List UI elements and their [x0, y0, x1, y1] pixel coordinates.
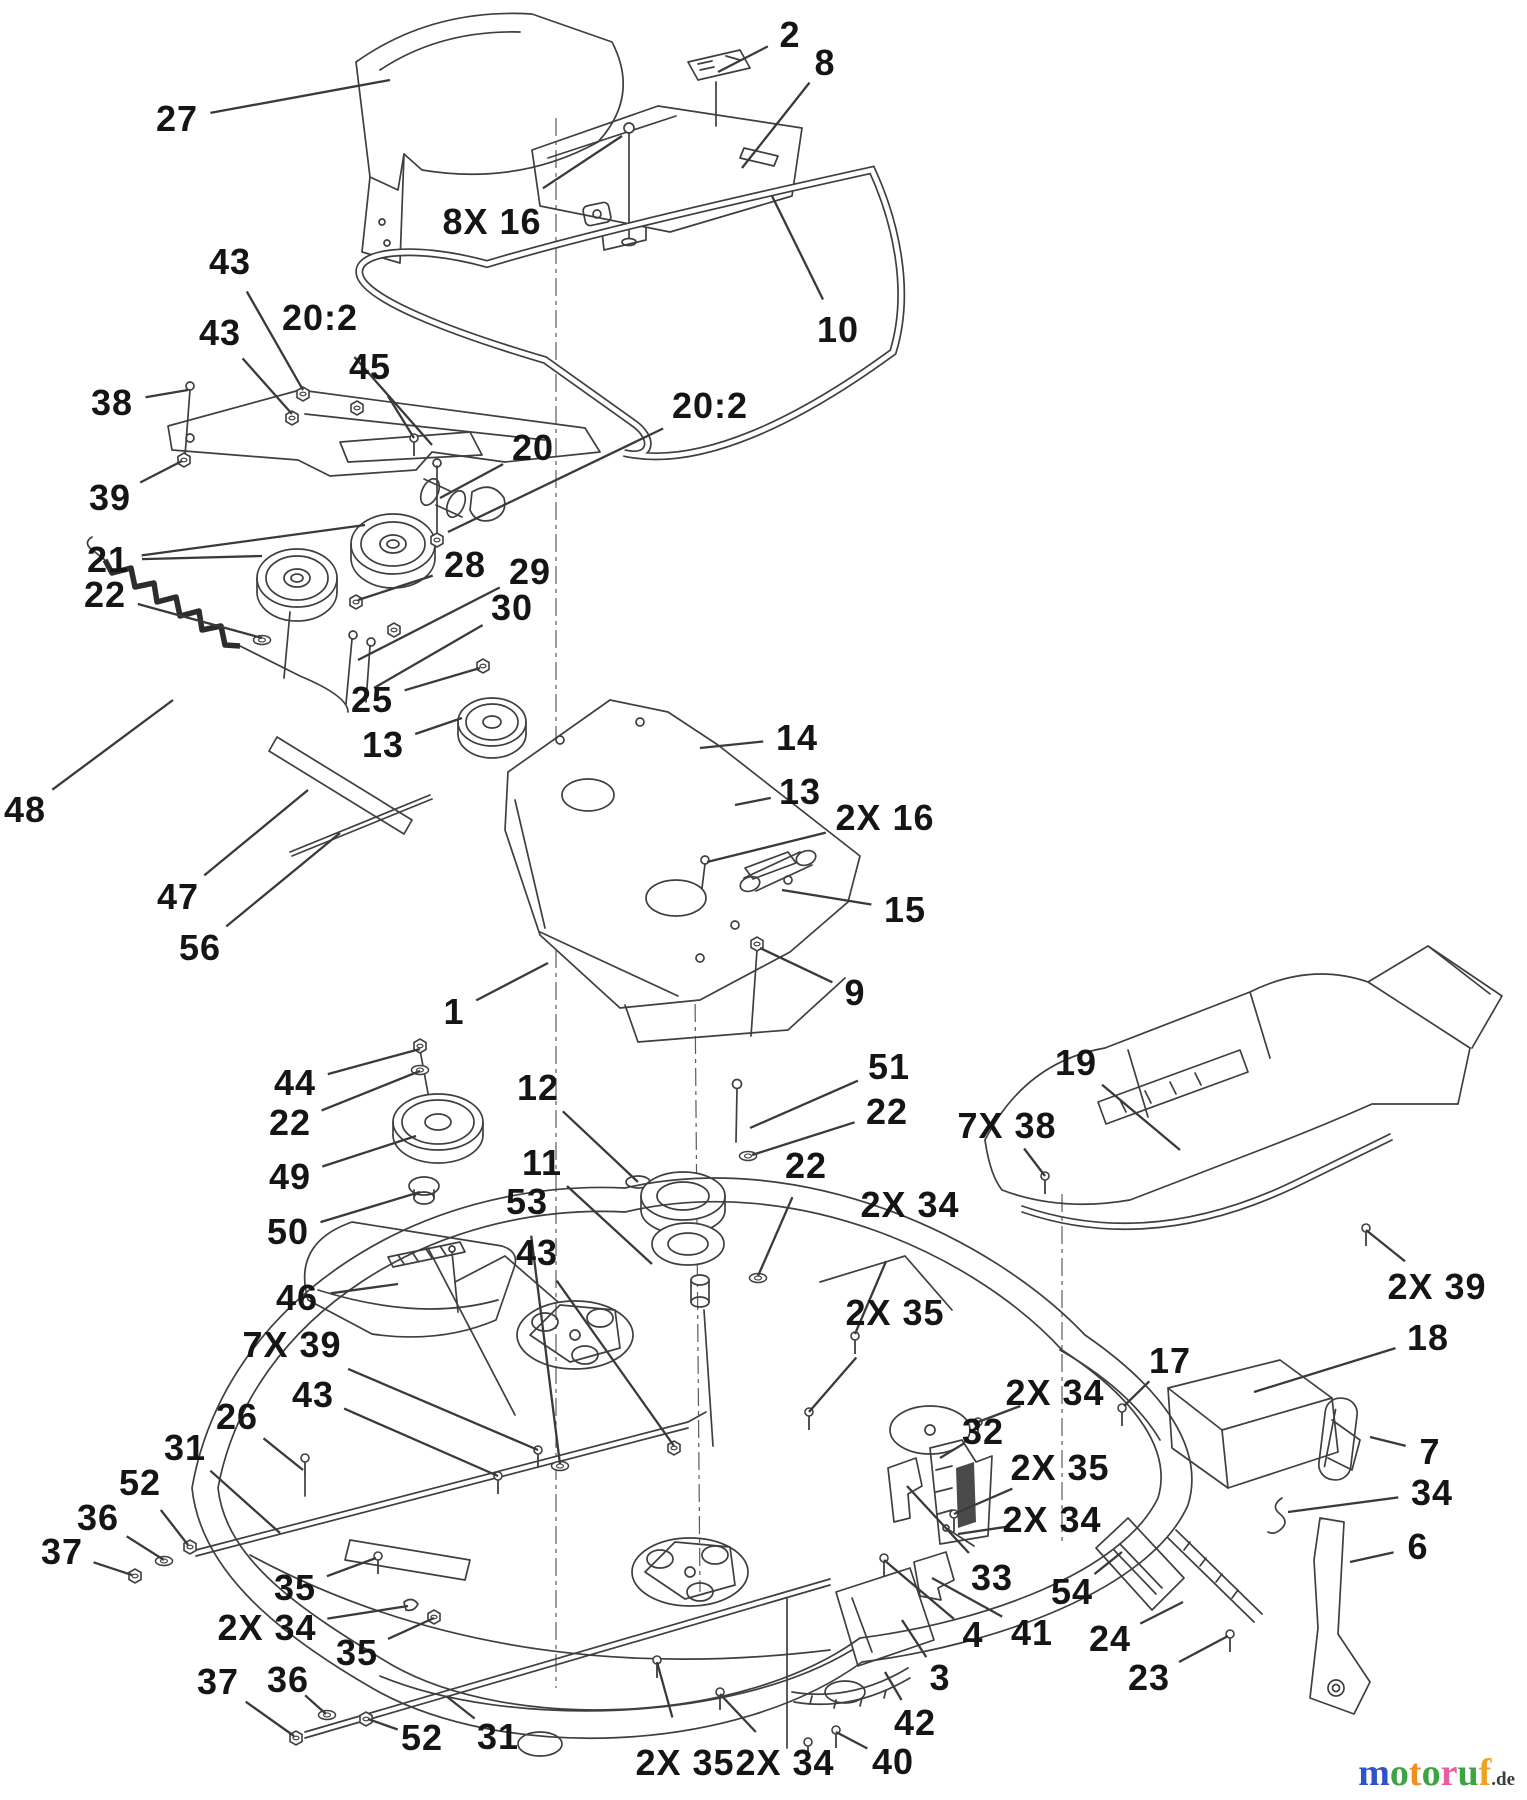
callout-8: 8 — [814, 42, 836, 83]
callout-30: 30 — [490, 587, 534, 628]
callout-20: 20 — [511, 427, 555, 468]
leader-line — [243, 358, 292, 414]
callout-36: 36 — [76, 1497, 120, 1538]
callout-36: 36 — [266, 1659, 310, 1700]
callout-42: 42 — [893, 1702, 937, 1743]
leader-line — [348, 1369, 538, 1450]
leader-line — [146, 390, 189, 397]
callout-23: 23 — [1127, 1657, 1171, 1698]
callout-11: 11 — [521, 1142, 563, 1183]
leader-line — [1124, 1381, 1149, 1406]
callout-20-2: 20:2 — [671, 385, 749, 426]
leader-line — [718, 46, 768, 72]
callout-2X-34: 2X 34 — [1005, 1372, 1105, 1413]
leader-line — [940, 1444, 964, 1458]
leader-line — [52, 700, 173, 790]
callout-6: 6 — [1407, 1526, 1429, 1567]
callout-21: 21 — [86, 539, 130, 580]
callout-2X-34: 2X 34 — [217, 1607, 317, 1648]
callout-28: 28 — [443, 544, 487, 585]
leader-line — [1366, 1230, 1405, 1261]
idler-pulleys-part21 — [257, 514, 435, 704]
callout-54: 54 — [1050, 1571, 1094, 1612]
callout-41: 41 — [1010, 1612, 1054, 1653]
leader-line — [567, 1186, 652, 1264]
callout-17: 17 — [1148, 1340, 1192, 1381]
leader-line — [563, 1111, 638, 1182]
callout-2X-35: 2X 35 — [1010, 1447, 1110, 1488]
callout-26: 26 — [215, 1396, 259, 1437]
leader-line — [543, 136, 622, 188]
leader-line — [358, 576, 433, 600]
callout-2: 2 — [779, 14, 801, 55]
leader-line — [405, 668, 480, 690]
logo-letter: u — [1457, 1752, 1479, 1794]
leader-line — [758, 1197, 792, 1276]
leader-line — [1350, 1552, 1394, 1562]
motoruf-logo-letters — [1358, 1752, 1492, 1794]
leader-line — [328, 1049, 420, 1074]
leader-line — [657, 1662, 672, 1718]
callout-25: 25 — [350, 679, 394, 720]
leader-line — [884, 1560, 954, 1619]
leader-line — [415, 718, 462, 734]
spindle-assembly-part11-12-53 — [626, 1172, 725, 1446]
leader-line — [750, 1081, 858, 1128]
leader-line — [358, 588, 500, 661]
callout-46: 46 — [275, 1277, 319, 1318]
callout-7X-39: 7X 39 — [242, 1324, 342, 1365]
leader-line — [1288, 1497, 1398, 1512]
callout-51: 51 — [867, 1046, 911, 1087]
logo-letter: f — [1478, 1752, 1492, 1794]
callout-33: 33 — [970, 1557, 1014, 1598]
callout-48: 48 — [3, 789, 47, 830]
callout-35: 35 — [273, 1567, 317, 1608]
leader-line — [204, 790, 308, 875]
leader-line — [836, 1732, 867, 1749]
callout-35: 35 — [335, 1632, 379, 1673]
leader-line — [368, 1719, 398, 1730]
leader-line — [264, 1438, 304, 1470]
leader-line — [1024, 1149, 1045, 1177]
callout-22: 22 — [83, 574, 127, 615]
callout-22: 22 — [865, 1091, 909, 1132]
logo-letter: t — [1408, 1752, 1422, 1794]
callout-22: 22 — [784, 1145, 828, 1186]
callout-56: 56 — [178, 927, 222, 968]
brake-bar-part47 — [269, 737, 432, 856]
motoruf-logo — [1358, 1754, 1515, 1792]
leader-line — [1370, 1437, 1406, 1446]
callout-7X-38: 7X 38 — [957, 1105, 1057, 1146]
callout-31: 31 — [163, 1427, 207, 1468]
leader-line — [720, 1694, 756, 1732]
support-box-part18 — [1168, 1360, 1360, 1488]
leader-line — [760, 948, 832, 982]
callout-4: 4 — [962, 1614, 984, 1655]
cover-plate-part46 — [305, 1222, 516, 1337]
leader-line — [142, 525, 365, 555]
bolt-part51 — [733, 1080, 742, 1143]
callout-24: 24 — [1088, 1618, 1132, 1659]
callout-2X-34: 2X 34 — [1002, 1499, 1102, 1540]
callout-43: 43 — [291, 1374, 335, 1415]
callout-50: 50 — [266, 1211, 310, 1252]
callout-20-2: 20:2 — [281, 297, 359, 338]
motoruf-logo-suffix: .de — [1491, 1769, 1515, 1790]
callout-32: 32 — [961, 1411, 1005, 1452]
callout-2X-39: 2X 39 — [1387, 1266, 1487, 1307]
callout-49: 49 — [268, 1156, 312, 1197]
height-lever-part6-7-34 — [1268, 1396, 1370, 1714]
logo-letter: r — [1440, 1752, 1458, 1794]
leader-line — [1254, 1348, 1396, 1392]
leader-line — [557, 1281, 674, 1446]
callout-2X-34: 2X 34 — [860, 1184, 960, 1225]
callout-52: 52 — [118, 1462, 162, 1503]
leader-line — [94, 1562, 133, 1575]
callout-40: 40 — [871, 1741, 915, 1782]
leader-line — [344, 1409, 498, 1476]
callout-43: 43 — [208, 241, 252, 282]
leader-line — [388, 396, 414, 438]
callout-22: 22 — [268, 1102, 312, 1143]
callout-31: 31 — [476, 1716, 520, 1757]
belt-cover-part8 — [532, 106, 802, 250]
leader-line — [1095, 1552, 1123, 1574]
callout-13: 13 — [361, 724, 405, 765]
leader-line — [142, 556, 262, 559]
callout-3: 3 — [929, 1657, 951, 1698]
bracket-part54-rod-part24 — [1096, 1518, 1262, 1622]
callout-37: 37 — [196, 1661, 240, 1702]
callout-2X-35: 2X 35 — [845, 1292, 945, 1333]
leader-line — [161, 1510, 188, 1545]
leader-line — [226, 833, 340, 926]
leader-line — [902, 1620, 926, 1657]
discharge-chute-part19 — [985, 946, 1502, 1229]
callout-2X-35: 2X 35 — [635, 1742, 735, 1783]
callout-13: 13 — [778, 771, 822, 812]
callout-10: 10 — [816, 309, 860, 350]
pulley-part13-left — [458, 698, 526, 758]
callout-15: 15 — [883, 889, 927, 930]
callout-43: 43 — [515, 1232, 559, 1273]
logo-letter: o — [1389, 1752, 1409, 1794]
callout-38: 38 — [90, 382, 134, 423]
callout-44: 44 — [273, 1062, 317, 1103]
bracket-part32 — [930, 1440, 992, 1544]
callout-12: 12 — [516, 1067, 560, 1108]
leader-line — [127, 1536, 164, 1560]
leader-line — [809, 1358, 856, 1413]
callout-9: 9 — [844, 972, 866, 1013]
logo-letter: o — [1421, 1752, 1441, 1794]
idler-pulley-part49-stack — [393, 1050, 483, 1204]
callout-29: 29 — [508, 551, 552, 592]
callout-2X-34: 2X 34 — [735, 1742, 835, 1783]
callout-19: 19 — [1054, 1042, 1098, 1083]
leader-line — [1179, 1636, 1228, 1662]
callout-8X-16: 8X 16 — [442, 201, 542, 242]
callout-7: 7 — [1419, 1431, 1441, 1472]
leader-line — [321, 1192, 421, 1222]
callout-43: 43 — [198, 312, 242, 353]
callout-47: 47 — [156, 876, 200, 917]
leader-line — [772, 196, 823, 300]
leader-line — [246, 1702, 294, 1736]
leader-line — [140, 461, 182, 483]
leader-line — [476, 963, 548, 1000]
callout-2X-16: 2X 16 — [835, 797, 935, 838]
callout-14: 14 — [775, 717, 819, 758]
callout-34: 34 — [1410, 1472, 1454, 1513]
leader-line — [210, 80, 390, 113]
callout-27: 27 — [155, 98, 199, 139]
callout-39: 39 — [88, 477, 132, 518]
callout-53: 53 — [505, 1181, 549, 1222]
callout-52: 52 — [400, 1717, 444, 1758]
callout-1: 1 — [443, 991, 465, 1032]
callout-18: 18 — [1406, 1317, 1450, 1358]
callout-45: 45 — [348, 346, 392, 387]
callout-37: 37 — [40, 1531, 84, 1572]
bracket-part33-41 — [888, 1458, 954, 1600]
logo-letter: m — [1358, 1752, 1390, 1794]
